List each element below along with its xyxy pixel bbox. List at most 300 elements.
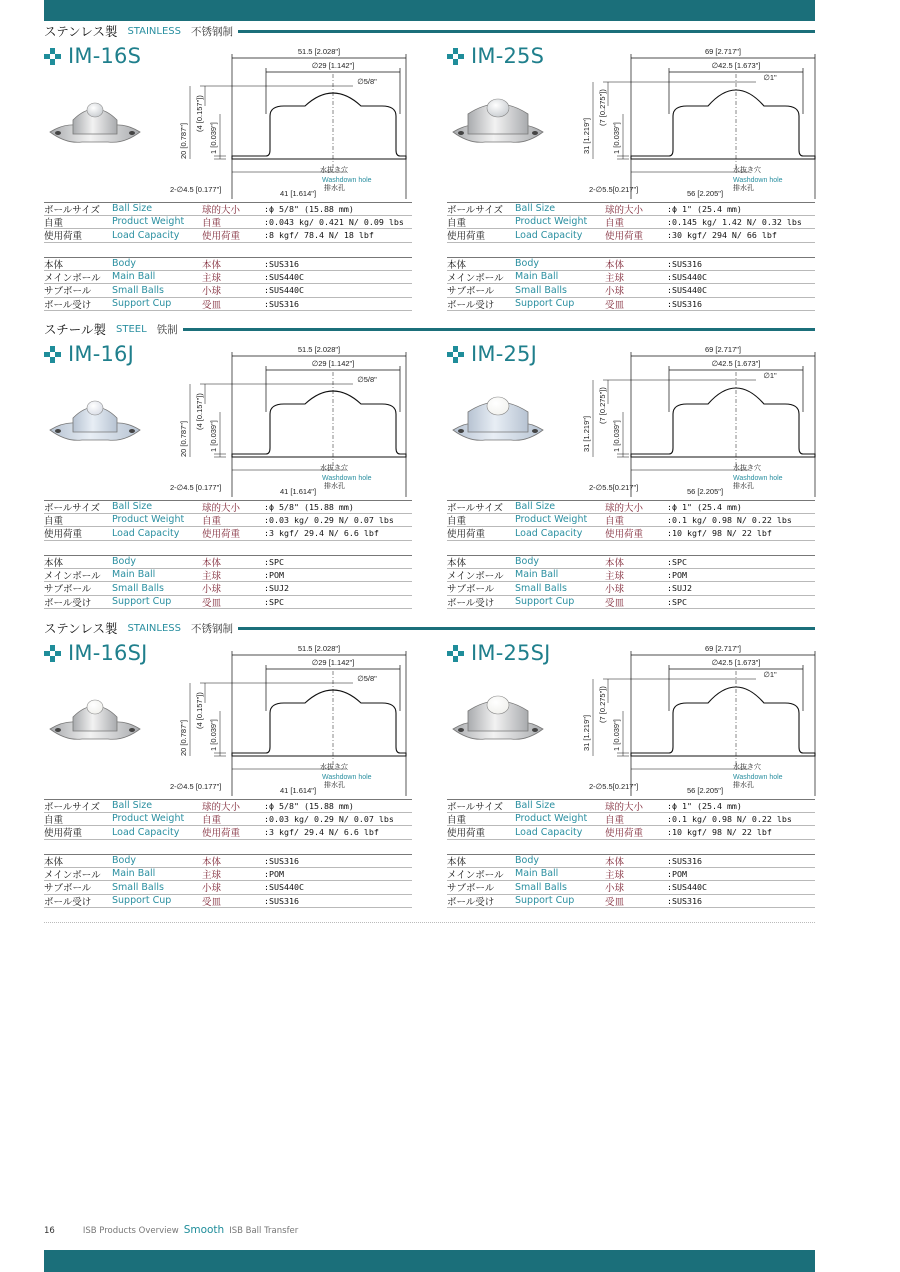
spec-row-weight: [447, 514, 815, 528]
product-title: [447, 44, 544, 68]
spec-row-small-balls: [44, 582, 412, 596]
spec-label-cn: 受皿: [605, 299, 625, 311]
spec-label-jp: サブボール: [44, 584, 92, 596]
spec-label-jp: ボール受け: [44, 597, 92, 609]
washdown-en: Washdown hole: [733, 774, 783, 781]
spec-label-en: Body: [112, 556, 136, 568]
section-header-steel: [44, 320, 815, 338]
cross-icon: [447, 48, 464, 65]
spec-row-small-balls: [44, 881, 412, 895]
spec-label-cn: 本体: [605, 557, 625, 569]
spec-value: :SUS316: [667, 895, 702, 906]
spec-label-jp: ボール受け: [44, 299, 92, 311]
spec-label-en: Support Cup: [112, 596, 172, 608]
overall-width-label: 51.5 [2.028"]: [297, 47, 341, 56]
spec-label-en: Support Cup: [515, 895, 575, 907]
spec-label-jp: 本体: [447, 856, 467, 868]
spec-label-en: Product Weight: [112, 514, 185, 526]
spec-value: :SUS440C: [264, 285, 304, 296]
spec-value: :SUS316: [264, 298, 299, 309]
hole-label: 2-∅4.5 [0.177"]: [170, 483, 222, 492]
spec-label-cn: 自重: [202, 515, 222, 527]
drawing-area: [573, 641, 819, 801]
spec-label-jp: メインボール: [44, 869, 101, 881]
cross-icon: [44, 645, 61, 662]
washdown-jp: 水抜き穴: [733, 465, 761, 472]
spec-label-jp: サブボール: [44, 883, 92, 895]
spec-row-body: [447, 555, 815, 569]
spec-table-material: [447, 555, 815, 609]
spec-label-en: Load Capacity: [112, 826, 180, 838]
spec-value: :SUS316: [667, 298, 702, 309]
spec-label-cn: 使用荷重: [605, 828, 644, 840]
spec-label-jp: 自重: [447, 217, 467, 229]
spec-label-jp: 使用荷重: [447, 231, 486, 243]
hole-label: 2-∅5.5[0.217"]: [589, 483, 639, 492]
spec-row-ball-size: [44, 500, 412, 514]
product-image: [449, 90, 547, 152]
washdown-en: Washdown hole: [733, 475, 783, 482]
spec-label-jp: ボールサイズ: [44, 801, 101, 813]
spec-value: :ϕ 5/8" (15.88 mm): [264, 501, 354, 512]
spec-row-load: [44, 527, 412, 541]
spec-value: :SPC: [667, 596, 687, 607]
spec-row-ball-size: [44, 799, 412, 813]
spec-label-cn: 受皿: [605, 896, 625, 908]
spec-label-cn: 主球: [202, 272, 222, 284]
product-photo: [46, 388, 144, 450]
spec-label-jp: 使用荷重: [44, 231, 83, 243]
spec-row-weight: [447, 813, 815, 827]
spec-value: :POM: [667, 868, 687, 879]
spec-label-en: Body: [515, 556, 539, 568]
product-image: [46, 687, 144, 749]
spec-label-jp: 使用荷重: [447, 529, 486, 541]
section-title-cn: 不锈钢制: [191, 622, 233, 635]
spec-label-en: Ball Size: [515, 501, 556, 513]
spec-value: :0.1 kg/ 0.98 N/ 0.22 lbs: [667, 514, 792, 525]
drawing-area: [170, 342, 416, 502]
spec-label-en: Main Ball: [515, 868, 559, 880]
overall-width-label: 69 [2.717"]: [704, 345, 742, 354]
spec-label-cn: 球的大小: [605, 502, 644, 514]
spec-row-small-balls: [44, 284, 412, 298]
spec-label-cn: 小球: [605, 883, 625, 895]
spec-value: :ϕ 1" (25.4 mm): [667, 203, 742, 214]
spec-label-cn: 自重: [605, 217, 625, 229]
spec-label-jp: 本体: [44, 259, 64, 271]
spec-label-jp: ボールサイズ: [447, 801, 504, 813]
product-photo: [449, 90, 547, 152]
model-name: IM-16SJ: [68, 641, 148, 665]
spec-value: :SPC: [264, 596, 284, 607]
height-label: 31 [1.219"]: [582, 714, 591, 751]
spec-label-en: Small Balls: [515, 582, 567, 594]
spec-label-cn: 小球: [202, 584, 222, 596]
spec-label-jp: ボールサイズ: [44, 502, 101, 514]
product-title: [44, 342, 134, 366]
spec-value: :SPC: [667, 556, 687, 567]
page-number: 16: [44, 1226, 55, 1236]
product-image: [46, 388, 144, 450]
spec-value: :ϕ 1" (25.4 mm): [667, 800, 742, 811]
spec-value: :30 kgf/ 294 N/ 66 lbf: [667, 230, 777, 241]
spec-row-main-ball: [44, 868, 412, 882]
spec-label-cn: 自重: [202, 217, 222, 229]
product-photo: [46, 687, 144, 749]
pitch-label: 41 [1.614"]: [280, 786, 317, 795]
spec-label-jp: 自重: [447, 515, 467, 527]
product-image: [46, 90, 144, 152]
plate-thickness-label: 1 [0.039"]: [209, 719, 218, 751]
drawing-area: [170, 44, 416, 204]
spec-row-ball-size: [447, 202, 815, 216]
hole-label: 2-∅5.5[0.217"]: [589, 782, 639, 791]
spec-label-jp: 自重: [447, 814, 467, 826]
spec-label-cn: 小球: [605, 286, 625, 298]
spec-label-jp: 自重: [44, 217, 64, 229]
spec-value: :3 kgf/ 29.4 N/ 6.6 lbf: [264, 528, 379, 539]
page-divider: [44, 922, 815, 923]
washdown-en: Washdown hole: [322, 774, 372, 781]
spec-label-cn: 主球: [605, 570, 625, 582]
spec-label-jp: サブボール: [447, 883, 495, 895]
hole-label: 2-∅5.5[0.217"]: [589, 185, 639, 194]
spec-value: :SUS316: [667, 258, 702, 269]
spec-label-jp: サブボール: [44, 286, 92, 298]
spec-row-main-ball: [44, 569, 412, 583]
spec-label-jp: メインボール: [447, 570, 504, 582]
section-title-en: STEEL: [116, 323, 147, 335]
cross-icon: [447, 346, 464, 363]
spec-row-main-ball: [447, 271, 815, 285]
spec-label-jp: ボール受け: [447, 597, 495, 609]
spec-label-jp: 使用荷重: [447, 828, 486, 840]
spec-value: :0.03 kg/ 0.29 N/ 0.07 lbs: [264, 514, 394, 525]
dimension-drawing: [170, 44, 416, 204]
product-im25j: [447, 342, 819, 609]
spec-row-load: [447, 826, 815, 840]
spec-label-en: Main Ball: [112, 271, 156, 283]
cross-icon: [44, 346, 61, 363]
spec-label-en: Product Weight: [515, 813, 588, 825]
spec-label-en: Ball Size: [515, 203, 556, 215]
spec-row-ball-size: [44, 202, 412, 216]
spec-row-weight: [447, 216, 815, 230]
spec-row-body: [44, 555, 412, 569]
spec-value: :SUS316: [264, 855, 299, 866]
section-title-jp: ステンレス製: [44, 621, 118, 636]
spec-label-en: Small Balls: [515, 284, 567, 296]
spec-label-en: Main Ball: [112, 569, 156, 581]
spec-label-jp: ボール受け: [447, 896, 495, 908]
spec-value: :0.1 kg/ 0.98 N/ 0.22 lbs: [667, 813, 792, 824]
product-im16j: [44, 342, 416, 609]
spec-label-en: Small Balls: [112, 881, 164, 893]
spec-label-en: Ball Size: [112, 501, 153, 513]
spec-label-cn: 主球: [605, 869, 625, 881]
section-title-jp: スチール製: [44, 322, 107, 337]
drawing-area: [573, 342, 819, 502]
plate-thickness-label: 1 [0.039"]: [612, 420, 621, 452]
spec-label-cn: 本体: [605, 856, 625, 868]
cross-icon: [44, 48, 61, 65]
washdown-jp: 水抜き穴: [320, 465, 348, 472]
spec-label-cn: 自重: [202, 814, 222, 826]
spec-label-en: Support Cup: [112, 298, 172, 310]
spec-label-cn: 使用荷重: [605, 529, 644, 541]
spec-row-support-cup: [447, 895, 815, 909]
spec-table-performance: [447, 500, 815, 541]
pitch-label: 56 [2.205"]: [687, 189, 724, 198]
pitch-label: 41 [1.614"]: [280, 487, 317, 496]
ball-dia-label: ∅5/8": [357, 77, 377, 86]
spec-value: :SPC: [264, 556, 284, 567]
spec-label-jp: ボールサイズ: [44, 204, 101, 216]
hole-label: 2-∅4.5 [0.177"]: [170, 185, 222, 194]
section-rule: [183, 328, 815, 331]
dimension-drawing: [573, 641, 819, 801]
spec-label-cn: 球的大小: [605, 801, 644, 813]
projection-label: (4 [0.157"]): [195, 95, 204, 132]
spec-label-en: Support Cup: [515, 298, 575, 310]
spec-value: :POM: [264, 569, 284, 580]
spec-value: :SUS440C: [667, 285, 707, 296]
spec-row-weight: [44, 514, 412, 528]
spec-label-cn: 主球: [605, 272, 625, 284]
model-name: IM-16S: [68, 44, 142, 68]
spec-value: :SUS440C: [667, 882, 707, 893]
hole-label: 2-∅4.5 [0.177"]: [170, 782, 222, 791]
spec-value: :3 kgf/ 29.4 N/ 6.6 lbf: [264, 827, 379, 838]
plate-thickness-label: 1 [0.039"]: [612, 122, 621, 154]
ball-dia-label: ∅5/8": [357, 674, 377, 683]
model-name: IM-25J: [471, 342, 538, 366]
spec-label-en: Main Ball: [515, 569, 559, 581]
spec-value: :ϕ 1" (25.4 mm): [667, 501, 742, 512]
spec-table-material: [44, 854, 412, 908]
spec-row-support-cup: [44, 596, 412, 610]
spec-label-jp: サブボール: [447, 286, 495, 298]
spec-value: :SUS440C: [264, 271, 304, 282]
washdown-jp: 水抜き穴: [320, 764, 348, 771]
model-name: IM-25SJ: [471, 641, 551, 665]
spec-label-jp: 本体: [447, 259, 467, 271]
spec-value: :SUS316: [264, 895, 299, 906]
spec-label-jp: 本体: [44, 557, 64, 569]
spec-table-performance: [447, 799, 815, 840]
spec-table-performance: [44, 799, 412, 840]
height-label: 31 [1.219"]: [582, 117, 591, 154]
washdown-en: Washdown hole: [733, 177, 783, 184]
pitch-label: 41 [1.614"]: [280, 189, 317, 198]
spec-value: :8 kgf/ 78.4 N/ 18 lbf: [264, 230, 374, 241]
spec-label-en: Small Balls: [112, 284, 164, 296]
spec-label-cn: 使用荷重: [202, 231, 241, 243]
spec-label-jp: ボールサイズ: [447, 204, 504, 216]
spec-row-load: [44, 229, 412, 243]
section-title-en: STAINLESS: [127, 25, 181, 37]
spec-label-jp: 自重: [44, 515, 64, 527]
top-color-bar: [44, 0, 815, 21]
spec-label-cn: 受皿: [605, 597, 625, 609]
spec-label-jp: 使用荷重: [44, 529, 83, 541]
spec-label-jp: 使用荷重: [44, 828, 83, 840]
bore-label: ∅42.5 [1.673"]: [711, 658, 761, 667]
spec-label-cn: 球的大小: [202, 801, 241, 813]
spec-label-cn: 小球: [202, 883, 222, 895]
spec-label-en: Main Ball: [515, 271, 559, 283]
spec-label-en: Ball Size: [112, 800, 153, 812]
spec-label-cn: 本体: [202, 259, 222, 271]
spec-row-body: [44, 854, 412, 868]
spec-label-jp: メインボール: [44, 570, 101, 582]
spec-value: :10 kgf/ 98 N/ 22 lbf: [667, 827, 772, 838]
bore-label: ∅29 [1.142"]: [311, 658, 355, 667]
spec-label-en: Ball Size: [515, 800, 556, 812]
spec-row-ball-size: [447, 799, 815, 813]
page-footer: [44, 1224, 298, 1236]
spec-label-en: Load Capacity: [515, 527, 583, 539]
spec-row-support-cup: [44, 298, 412, 312]
spec-label-jp: 自重: [44, 814, 64, 826]
spec-table-performance: [44, 500, 412, 541]
spec-value: :ϕ 5/8" (15.88 mm): [264, 800, 354, 811]
washdown-cn: 排水孔: [733, 483, 754, 490]
spec-label-jp: ボールサイズ: [447, 502, 504, 514]
product-im25s: [447, 44, 819, 311]
spec-label-en: Load Capacity: [112, 229, 180, 241]
spec-label-en: Load Capacity: [112, 527, 180, 539]
footer-smooth: Smooth: [183, 1224, 225, 1236]
spec-value: :0.03 kg/ 0.29 N/ 0.07 lbs: [264, 813, 394, 824]
product-title: [447, 342, 537, 366]
spec-label-cn: 使用荷重: [202, 529, 241, 541]
ball-dia-label: ∅1": [763, 371, 777, 380]
bore-label: ∅42.5 [1.673"]: [711, 61, 761, 70]
spec-label-en: Body: [112, 258, 136, 270]
spec-value: :SUJ2: [264, 583, 289, 594]
drawing-area: [170, 641, 416, 801]
dimension-drawing: [573, 44, 819, 204]
overall-width-label: 51.5 [2.028"]: [297, 345, 341, 354]
washdown-cn: 排水孔: [733, 782, 754, 789]
product-im25sj: [447, 641, 819, 908]
spec-label-jp: 本体: [44, 856, 64, 868]
spec-label-en: Load Capacity: [515, 229, 583, 241]
spec-label-jp: ボール受け: [447, 299, 495, 311]
section-title-en: STAINLESS: [127, 622, 181, 634]
spec-label-cn: 主球: [202, 869, 222, 881]
product-title: [447, 641, 551, 665]
section-title-jp: ステンレス製: [44, 24, 118, 39]
section-title-cn: 铁制: [156, 323, 178, 336]
spec-table-material: [44, 257, 412, 311]
cross-icon: [447, 645, 464, 662]
product-photo: [449, 388, 547, 450]
bore-label: ∅29 [1.142"]: [311, 61, 355, 70]
projection-label: (7 [0.275"]): [598, 89, 607, 126]
spec-table-material: [447, 257, 815, 311]
spec-row-small-balls: [447, 881, 815, 895]
washdown-jp: 水抜き穴: [733, 167, 761, 174]
spec-label-cn: 本体: [605, 259, 625, 271]
washdown-cn: 排水孔: [324, 483, 345, 490]
spec-label-cn: 受皿: [202, 597, 222, 609]
washdown-cn: 排水孔: [733, 185, 754, 192]
spec-label-en: Product Weight: [515, 514, 588, 526]
plate-thickness-label: 1 [0.039"]: [209, 420, 218, 452]
spec-value: :POM: [667, 569, 687, 580]
spec-label-en: Body: [515, 258, 539, 270]
height-label: 31 [1.219"]: [582, 415, 591, 452]
spec-value: :SUS440C: [667, 271, 707, 282]
spec-label-jp: ボール受け: [44, 896, 92, 908]
product-title: [44, 44, 141, 68]
spec-label-cn: 球的大小: [605, 204, 644, 216]
spec-row-body: [44, 257, 412, 271]
overall-width-label: 51.5 [2.028"]: [297, 644, 341, 653]
spec-value: :SUS440C: [264, 882, 304, 893]
section-title-cn: 不锈钢制: [191, 25, 233, 38]
spec-value: :POM: [264, 868, 284, 879]
spec-label-cn: 主球: [202, 570, 222, 582]
spec-table-material: [44, 555, 412, 609]
spec-value: :SUS316: [264, 258, 299, 269]
dimension-drawing: [573, 342, 819, 502]
section-rule: [238, 30, 815, 33]
bore-label: ∅29 [1.142"]: [311, 359, 355, 368]
spec-label-en: Ball Size: [112, 203, 153, 215]
washdown-jp: 水抜き穴: [320, 167, 348, 174]
section-header-stainless-2: [44, 619, 815, 637]
spec-row-weight: [44, 216, 412, 230]
spec-row-load: [447, 527, 815, 541]
spec-label-cn: 小球: [605, 584, 625, 596]
projection-label: (7 [0.275"]): [598, 686, 607, 723]
height-label: 20 [0.787"]: [179, 719, 188, 756]
overall-width-label: 69 [2.717"]: [704, 644, 742, 653]
product-photo: [46, 90, 144, 152]
spec-label-jp: メインボール: [447, 272, 504, 284]
spec-label-en: Product Weight: [112, 216, 185, 228]
footer-section: ISB Ball Transfer: [229, 1226, 299, 1236]
spec-row-support-cup: [447, 596, 815, 610]
spec-row-body: [447, 257, 815, 271]
spec-row-weight: [44, 813, 412, 827]
spec-label-cn: 小球: [202, 286, 222, 298]
washdown-en: Washdown hole: [322, 177, 372, 184]
plate-thickness-label: 1 [0.039"]: [612, 719, 621, 751]
spec-value: :ϕ 5/8" (15.88 mm): [264, 203, 354, 214]
spec-label-cn: 球的大小: [202, 204, 241, 216]
washdown-cn: 排水孔: [324, 782, 345, 789]
overall-width-label: 69 [2.717"]: [704, 47, 742, 56]
spec-row-load: [447, 229, 815, 243]
dimension-drawing: [170, 641, 416, 801]
spec-table-material: [447, 854, 815, 908]
spec-label-cn: 自重: [605, 814, 625, 826]
spec-label-cn: 受皿: [202, 299, 222, 311]
spec-row-ball-size: [447, 500, 815, 514]
ball-dia-label: ∅1": [763, 73, 777, 82]
spec-value: :0.145 kg/ 1.42 N/ 0.32 lbs: [667, 216, 802, 227]
spec-label-en: Main Ball: [112, 868, 156, 880]
footer-overview: ISB Products Overview: [82, 1226, 179, 1236]
spec-row-main-ball: [44, 271, 412, 285]
spec-label-en: Product Weight: [515, 216, 588, 228]
spec-label-jp: メインボール: [447, 869, 504, 881]
